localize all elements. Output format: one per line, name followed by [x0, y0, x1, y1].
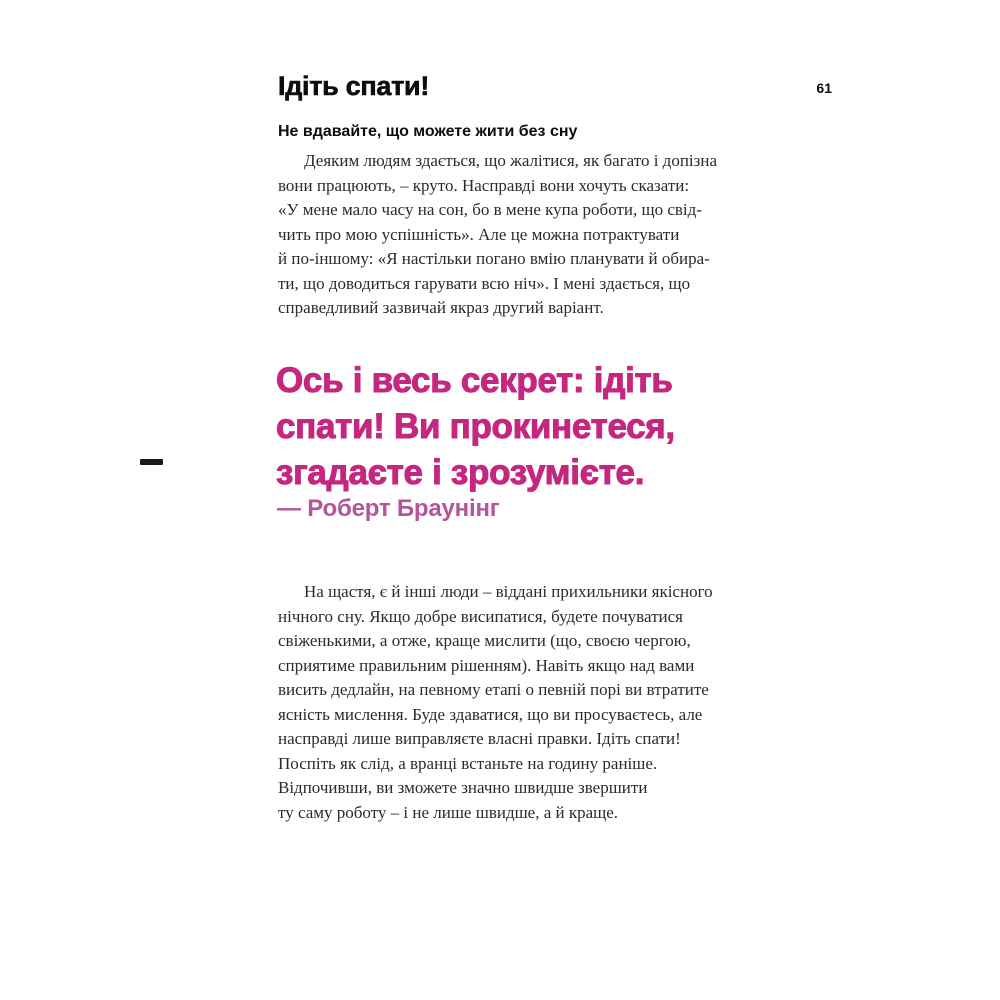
text-line: ти, що доводиться гарувати всю ніч». І мені здається, що [278, 273, 691, 293]
quote-attribution: — Роберт Браунінг [277, 495, 500, 522]
text-line: Відпочивши, ви зможете значно швидше звершити [278, 778, 648, 797]
text-line: висить дедлайн, на певному етапі о певній порі ви втратите [278, 680, 709, 699]
pull-quote [276, 358, 675, 496]
text-line: Ось і весь секрет: ідіть [276, 361, 673, 400]
text-line: ту саму роботу – і не лише швидше, а й краще. [278, 802, 619, 822]
text-line: свіженькими, а отже, краще мислити (що, своєю чергою, [278, 631, 691, 650]
paragraph-1 [278, 149, 788, 321]
text-line: й по-іншому: «Я настільки погано вмію планувати й обира- [278, 249, 710, 268]
text-line: спати! Ви прокинетеся, [276, 407, 675, 446]
text-line: чить про мою успішність». Але це можна потрактувати [278, 224, 680, 244]
page-title: Ідіть спати! [278, 71, 430, 101]
text-line: «У мене мало часу на сон, бо в мене купа роботи, що свід- [278, 200, 702, 219]
paragraph-2 [278, 580, 788, 825]
text-line: Деяким людям здається, що жалітися, як багато і допізна [304, 151, 718, 170]
text-line: згадаєте і зрозумієте. [276, 453, 645, 492]
page-number: 61 [816, 80, 832, 96]
text-line: нічного сну. Якщо добре висипатися, будете почуватися [278, 606, 683, 626]
text-line: ясність мислення. Буде здаватися, що ви просуваєтесь, але [278, 704, 703, 724]
margin-dash-marker [140, 459, 163, 465]
text-line: справедливий зазвичай якраз другий варіант. [278, 298, 604, 317]
text-line: вони працюють, – круто. Насправді вони хочуть сказати: [278, 175, 690, 195]
section-heading: Не вдавайте, що можете жити без сну [278, 123, 578, 140]
text-line: На щастя, є й інші люди – віддані прихильники якісного [304, 582, 713, 601]
text-line: насправді лише виправляєте власні правки. Ідіть спати! [278, 729, 681, 748]
text-line: сприятиме правильним рішенням). Навіть якщо над вами [278, 655, 695, 675]
text-line: Поспіть як слід, а вранці встаньте на годину раніше. [278, 753, 658, 773]
